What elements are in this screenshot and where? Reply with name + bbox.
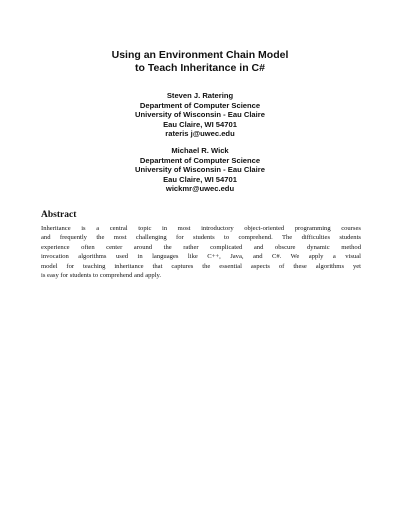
author-email: rateris j@uwec.edu	[165, 129, 235, 139]
abstract-heading: Abstract	[41, 210, 77, 220]
author-department: Department of Computer Science	[139, 100, 261, 110]
abstract-line: is easy for students to comprehend and apply.	[41, 272, 162, 280]
paper-title	[0, 49, 400, 75]
abstract-line: Inheritance is a central topic in most introductory object-oriented programming courses	[41, 225, 361, 232]
author-name: Michael R. Wick	[171, 146, 229, 155]
title-line-1: Using an Environment Chain Model	[111, 49, 289, 61]
author-address: Eau Claire, WI 54701	[163, 174, 237, 184]
author-name: Steven J. Ratering	[166, 91, 234, 100]
author-email: wickmr@uwec.edu	[165, 184, 235, 194]
title-line-2: to Teach Inheritance in C#	[135, 62, 265, 74]
abstract-body	[41, 224, 361, 280]
author-block-2	[0, 146, 400, 194]
abstract-line: experience often center around the rather complicated and obscure dynamic method	[41, 243, 361, 251]
author-block-1	[0, 91, 400, 139]
author-department: Department of Computer Science	[139, 155, 261, 165]
abstract-line: invocation algorithms used in languages like C++, Java, and C#. We apply a visual	[41, 253, 361, 261]
abstract-line: and frequently the most challenging for students to comprehend. The difficulties students	[41, 234, 361, 242]
author-address: Eau Claire, WI 54701	[163, 119, 237, 129]
author-university: University of Wisconsin - Eau Claire	[135, 110, 265, 120]
author-university: University of Wisconsin - Eau Claire	[135, 165, 265, 175]
abstract-line: model for teaching inheritance that captures the essential aspects of these algorithms yet	[41, 262, 361, 270]
